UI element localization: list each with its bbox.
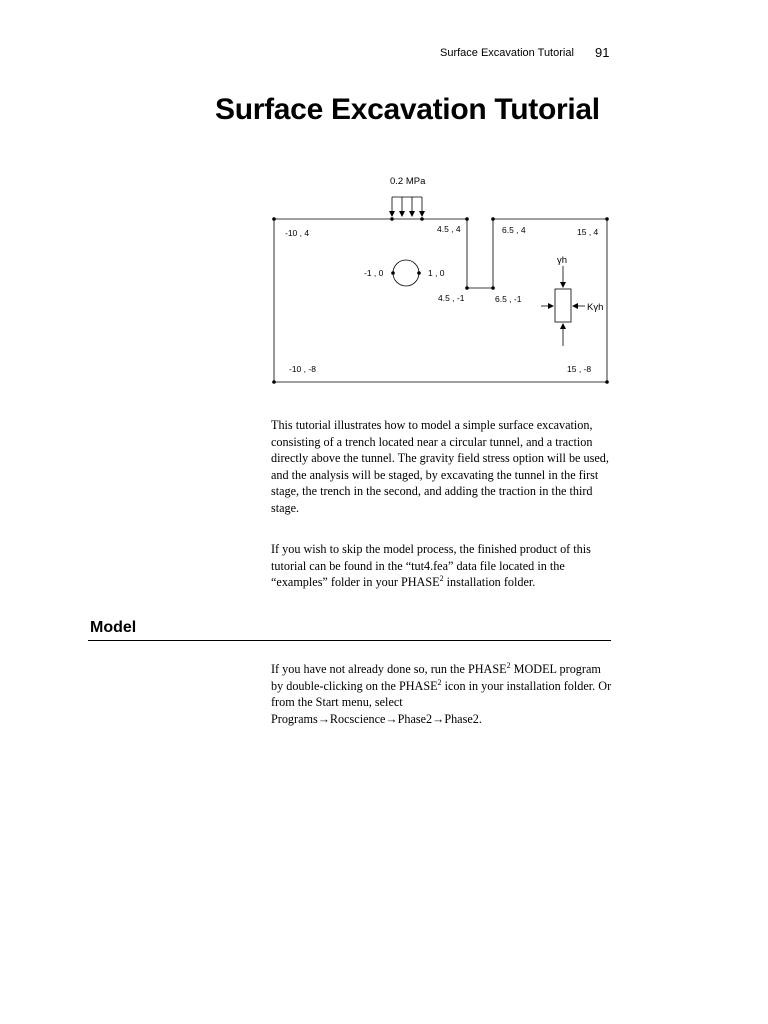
running-header-title: Surface Excavation Tutorial	[440, 47, 574, 59]
model-geometry-figure	[0, 0, 768, 400]
vertex-dot	[417, 271, 421, 275]
vertex-dot	[272, 217, 276, 221]
coord-label-trench-bottom-right: 6.5 , -1	[495, 294, 522, 304]
page-number: 91	[595, 45, 610, 60]
coord-label-trench-top-right: 6.5 , 4	[502, 225, 526, 235]
skip-model-paragraph: If you wish to skip the model process, the finished product of this tutorial can be found in the “tut4.fea” data file located in the “examples” folder in your PHASE$^2$ installation folder.	[271, 542, 591, 589]
vertex-dot	[391, 271, 395, 275]
run-model-paragraph: If you have not already done so, run the PHASE$^2$ MODEL program by double-clicking on the PHASE$^2$ icon in your installation folder. Or from the Start menu, select Programs→Rocscience→Phase2→Phase2.	[271, 660, 612, 726]
section-heading-model: Model	[90, 619, 137, 636]
coord-label-bottom-right: 15 , -8	[567, 364, 592, 374]
vertex-dot	[390, 217, 394, 221]
vertical-stress-label: γh	[557, 255, 568, 266]
vertex-dot	[420, 217, 424, 221]
load-label: 0.2 MPa	[390, 176, 426, 187]
vertex-dot	[605, 217, 609, 221]
coord-label-top-right: 15 , 4	[577, 227, 599, 237]
coord-label-tunnel-left: -1 , 0	[364, 268, 384, 278]
horizontal-stress-label: Kγh	[587, 302, 604, 313]
vertex-dot	[491, 217, 495, 221]
coord-label-trench-bottom-left: 4.5 , -1	[438, 293, 465, 303]
stress-element	[555, 289, 571, 322]
section-rule	[88, 640, 611, 641]
coord-label-trench-top-left: 4.5 , 4	[437, 224, 461, 234]
coord-label-bottom-left: -10 , -8	[289, 364, 316, 374]
vertex-dot	[465, 217, 469, 221]
intro-paragraph: This tutorial illustrates how to model a simple surface excavation, consisting of a trench located near a circular tunnel, and a traction directly above the tunnel. The gravity field stress option will be used, and the analysis will be staged, by excavating the tunnel in the first stage, the trench in the second, and adding the traction in the third stage.	[271, 418, 609, 515]
coord-label-tunnel-right: 1 , 0	[428, 268, 445, 278]
vertex-dot	[465, 286, 469, 290]
chapter-title: Surface Excavation Tutorial	[215, 93, 600, 126]
coord-label-top-left: -10 , 4	[285, 228, 310, 238]
vertex-dot	[272, 380, 276, 384]
trench-outline	[467, 219, 493, 288]
tunnel-circle	[393, 260, 419, 286]
vertex-dot	[491, 286, 495, 290]
vertex-dot	[605, 380, 609, 384]
